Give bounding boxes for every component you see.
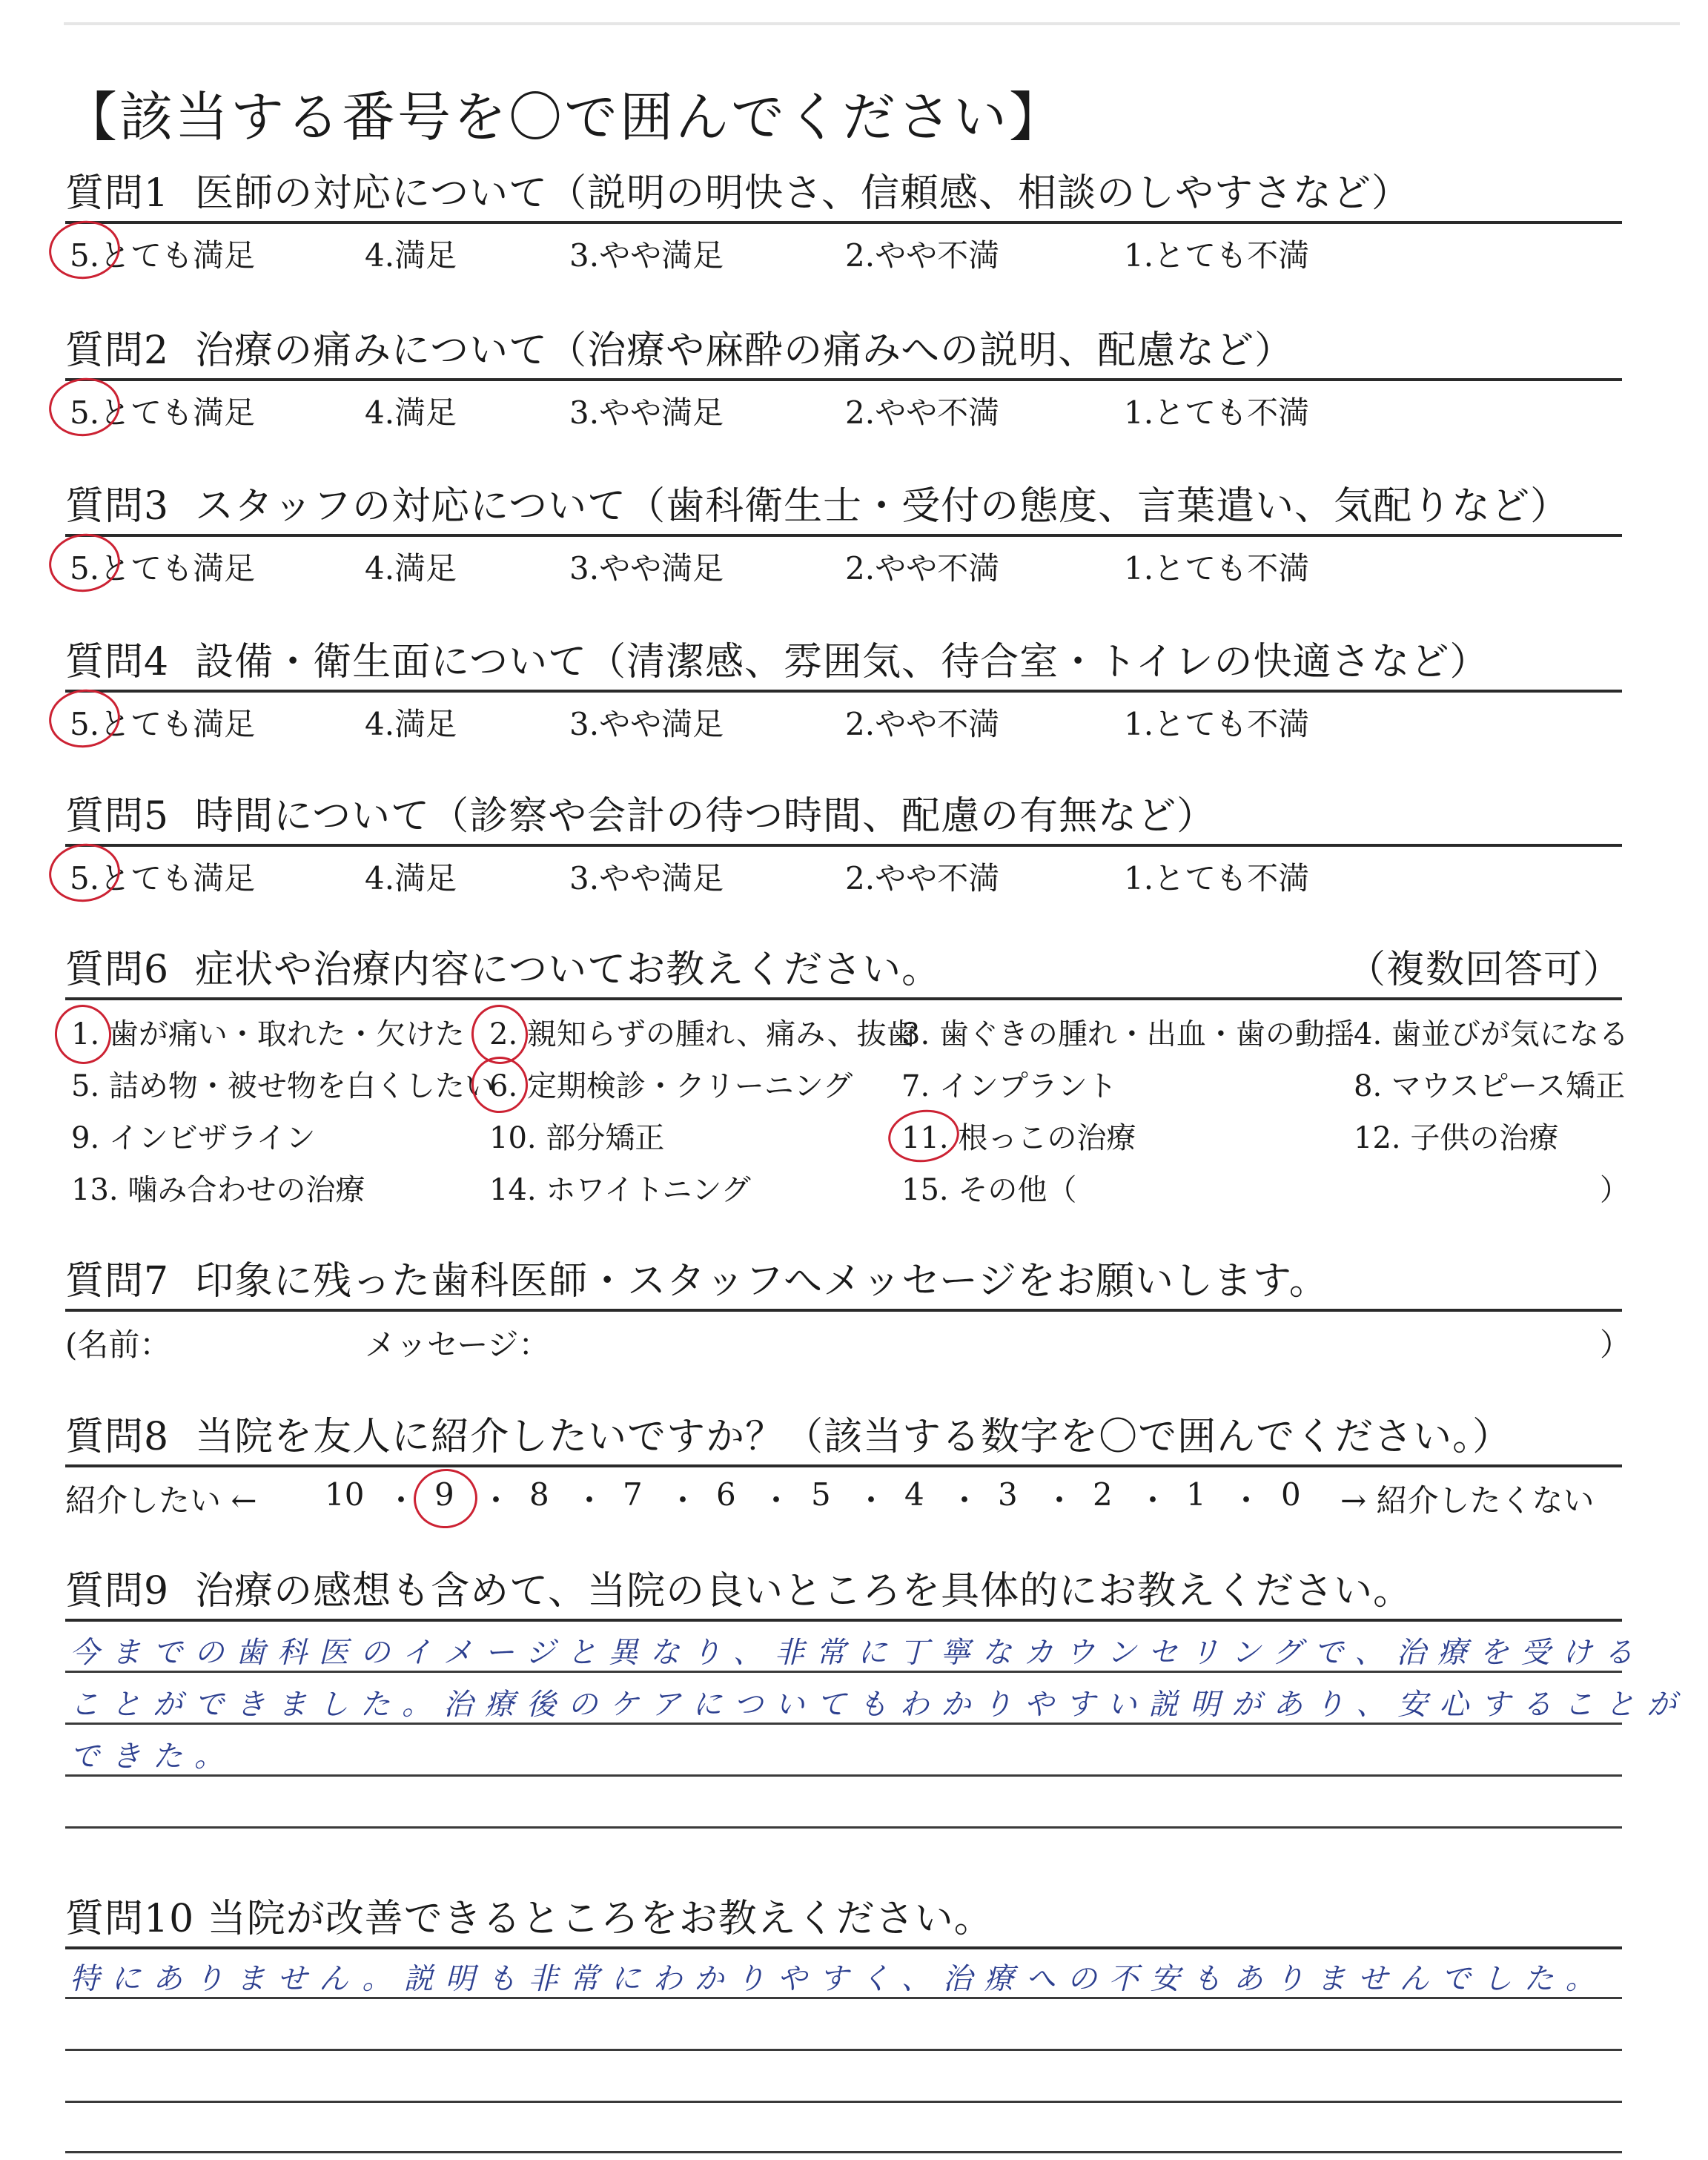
rating-option-3[interactable]: 3.やや満足 <box>569 550 724 587</box>
answer-area <box>65 1949 1622 2157</box>
symptom-option[interactable]: 3. 歯ぐきの腫れ・出血・歯の動揺 <box>901 1017 1354 1051</box>
rating-option-3[interactable]: 3.やや満足 <box>569 706 724 742</box>
symptom-option[interactable]: 4. 歯並びが気になる <box>1354 1017 1629 1051</box>
question-title <box>65 1257 1622 1306</box>
rating-option-4[interactable]: 4.満足 <box>365 860 457 896</box>
answer-line <box>65 1774 1622 1777</box>
question-text: スタッフの対応について（歯科衛生士・受付の態度、言葉遣い、気配りなど） <box>195 484 1570 529</box>
question-3 <box>65 482 1622 589</box>
rating-option-4[interactable]: 4.満足 <box>365 237 457 274</box>
rating-option-4[interactable]: 4.満足 <box>365 706 457 742</box>
symptom-option[interactable]: 10. 部分矯正 <box>489 1121 665 1155</box>
scale-value[interactable]: 7 <box>623 1476 643 1513</box>
rating-options <box>65 224 1622 276</box>
question-title <box>65 1567 1622 1616</box>
question-7 <box>65 1257 1632 1364</box>
rating-option-4[interactable]: 4.満足 <box>365 550 457 587</box>
scale-dot: ・ <box>855 1482 887 1519</box>
scale-dot: ・ <box>385 1482 417 1519</box>
question-label: 質問9 <box>65 1569 170 1614</box>
symptom-option[interactable]: 11. 根っこの治療 <box>901 1121 1136 1155</box>
question-8 <box>65 1413 1622 1519</box>
question-title <box>65 1413 1622 1462</box>
symptom-option[interactable]: 2. 親知らずの腫れ、痛み、抜歯 <box>489 1017 916 1051</box>
scale-value[interactable]: 3 <box>998 1476 1018 1513</box>
scale-dot: ・ <box>1137 1482 1169 1519</box>
rating-option-2[interactable]: 2.やや不満 <box>845 550 1000 587</box>
scale-dot: ・ <box>761 1482 792 1519</box>
scale-value[interactable]: 6 <box>716 1476 736 1513</box>
message-fields <box>65 1312 1632 1364</box>
symptom-option-other[interactable]: 15. その他（ <box>901 1173 1077 1207</box>
page-title: 【該当する番号を〇で囲んでください】 <box>64 86 1065 148</box>
question-1 <box>65 169 1622 276</box>
scale-dot: ・ <box>1044 1482 1076 1519</box>
rating-option-3[interactable]: 3.やや満足 <box>569 394 724 431</box>
scale-value[interactable]: 2 <box>1093 1476 1113 1513</box>
question-title <box>65 945 1622 994</box>
rating-option-1[interactable]: 1.とても不満 <box>1124 394 1310 431</box>
scale-value[interactable]: 1 <box>1186 1476 1206 1513</box>
message-label: メッセージ： <box>365 1327 550 1363</box>
question-5 <box>65 792 1622 899</box>
question-text: 治療の痛みについて（治療や麻酔の痛みへの説明、配慮など） <box>195 328 1294 373</box>
handwritten-answer-line: できた。 <box>70 1740 236 1774</box>
question-label: 質問1 <box>65 171 170 216</box>
question-9 <box>65 1567 1689 1844</box>
rating-options <box>65 537 1622 589</box>
rating-option-1[interactable]: 1.とても不満 <box>1124 237 1310 274</box>
scale-dot: ・ <box>667 1482 699 1519</box>
name-label: (名前： <box>65 1327 171 1363</box>
question-title <box>65 326 1622 375</box>
handwritten-answer-line: 今までの歯科医のイメージと異なり、非常に丁寧なカウンセリングで、治療を受ける <box>70 1636 1646 1670</box>
symptom-option[interactable]: 9. インビザライン <box>71 1121 316 1155</box>
symptom-option[interactable]: 14. ホワイトニング <box>489 1173 751 1207</box>
rating-options <box>65 381 1622 433</box>
scale-dot: ・ <box>480 1482 512 1519</box>
scale-dot: ・ <box>1231 1482 1262 1519</box>
symptom-option[interactable]: 6. 定期検診・クリーニング <box>489 1069 853 1103</box>
question-text: 当院を友人に紹介したいですか？（該当する数字を〇で囲んでください。） <box>195 1415 1512 1459</box>
question-title <box>65 792 1622 841</box>
rating-option-1[interactable]: 1.とても不満 <box>1124 706 1310 742</box>
rating-option-1[interactable]: 1.とても不満 <box>1124 550 1310 587</box>
scale-value[interactable]: 8 <box>529 1476 549 1513</box>
question-label: 質問8 <box>65 1415 170 1459</box>
question-label: 質問6 <box>65 948 170 992</box>
scale-value[interactable]: 5 <box>811 1476 831 1513</box>
rating-option-5[interactable]: 5.とても満足 <box>70 706 256 742</box>
rating-option-5[interactable]: 5.とても満足 <box>70 550 256 587</box>
message-close-paren: ） <box>1600 1327 1632 1363</box>
handwritten-answer-line: ことができました。治療後のケアについてもわかりやすい説明があり、安心することが <box>70 1688 1689 1722</box>
rating-option-3[interactable]: 3.やや満足 <box>569 237 724 274</box>
selection-circle <box>410 1464 481 1532</box>
multiple-answer-note: （複数回答可） <box>1346 948 1622 992</box>
scale-value[interactable]: 10 <box>325 1476 365 1513</box>
question-2 <box>65 326 1622 433</box>
question-6 <box>65 945 1629 1215</box>
scale-right-label: → 紹介したくない <box>1340 1482 1595 1519</box>
scale-dot: ・ <box>949 1482 981 1519</box>
symptom-option[interactable]: 5. 詰め物・被せ物を白くしたい <box>71 1069 494 1103</box>
answer-line <box>65 1826 1622 1829</box>
rating-options <box>65 847 1622 899</box>
top-border <box>64 22 1680 25</box>
symptom-option[interactable]: 8. マウスピース矯正 <box>1354 1069 1626 1103</box>
rating-option-2[interactable]: 2.やや不満 <box>845 706 1000 742</box>
rating-option-1[interactable]: 1.とても不満 <box>1124 860 1310 896</box>
question-label: 質問10 <box>65 1897 195 1941</box>
rating-options <box>65 693 1622 744</box>
question-text: 設備・衛生面について（清潔感、雰囲気、待合室・トイレの快適さなど） <box>195 640 1489 684</box>
rating-option-5[interactable]: 5.とても満足 <box>70 860 256 896</box>
rating-option-3[interactable]: 3.やや満足 <box>569 860 724 896</box>
question-text: 印象に残った歯科医師・スタッフへメッセージをお願いします。 <box>195 1259 1328 1304</box>
symptom-option[interactable]: 12. 子供の治療 <box>1354 1121 1559 1155</box>
question-label: 質問2 <box>65 328 170 373</box>
recommend-scale <box>65 1467 1622 1519</box>
symptom-options <box>65 1000 1629 1215</box>
symptom-option[interactable]: 1. 歯が痛い・取れた・欠けた <box>71 1017 465 1051</box>
scale-left-label: 紹介したい ← <box>65 1482 257 1519</box>
rating-option-2[interactable]: 2.やや不満 <box>845 237 1000 274</box>
question-text: 当院が改善できるところをお教えください。 <box>207 1897 993 1941</box>
scale-dot: ・ <box>574 1482 606 1519</box>
question-text: 医師の対応について（説明の明快さ、信頼感、相談のしやすさなど） <box>195 171 1411 216</box>
question-10 <box>65 1895 1622 2157</box>
answer-line <box>65 2101 1622 2103</box>
question-label: 質問5 <box>65 794 170 839</box>
question-text: 症状や治療内容についてお教えください。 <box>195 948 941 992</box>
question-label: 質問7 <box>65 1259 170 1304</box>
handwritten-answer-line: 特にありません。説明も非常にわかりやすく、治療への不安もありませんでした。 <box>70 1962 1607 1996</box>
symptom-option[interactable]: 13. 噛み合わせの治療 <box>71 1173 365 1207</box>
question-title <box>65 638 1622 687</box>
rating-option-2[interactable]: 2.やや不満 <box>845 394 1000 431</box>
question-title <box>65 169 1622 218</box>
scale-value[interactable]: 9 <box>434 1476 454 1513</box>
question-text: 治療の感想も含めて、当院の良いところを具体的にお教えください。 <box>195 1569 1413 1614</box>
rating-option-5[interactable]: 5.とても満足 <box>70 394 256 431</box>
scale-value[interactable]: 4 <box>904 1476 924 1513</box>
question-text: 時間について（診察や会計の待つ時間、配慮の有無など） <box>195 794 1217 839</box>
question-title <box>65 1895 1622 1943</box>
question-label: 質問3 <box>65 484 170 529</box>
answer-line <box>65 2049 1622 2051</box>
rating-option-5[interactable]: 5.とても満足 <box>70 237 256 274</box>
answer-area <box>65 1622 1689 1844</box>
scale-value[interactable]: 0 <box>1281 1476 1301 1513</box>
other-close-paren: ） <box>1600 1173 1629 1207</box>
question-label: 質問4 <box>65 640 170 684</box>
symptom-option[interactable]: 7. インプラント <box>901 1069 1117 1103</box>
rating-option-4[interactable]: 4.満足 <box>365 394 457 431</box>
answer-line <box>65 2151 1622 2153</box>
rating-option-2[interactable]: 2.やや不満 <box>845 860 1000 896</box>
question-4 <box>65 638 1622 744</box>
question-title <box>65 482 1622 531</box>
